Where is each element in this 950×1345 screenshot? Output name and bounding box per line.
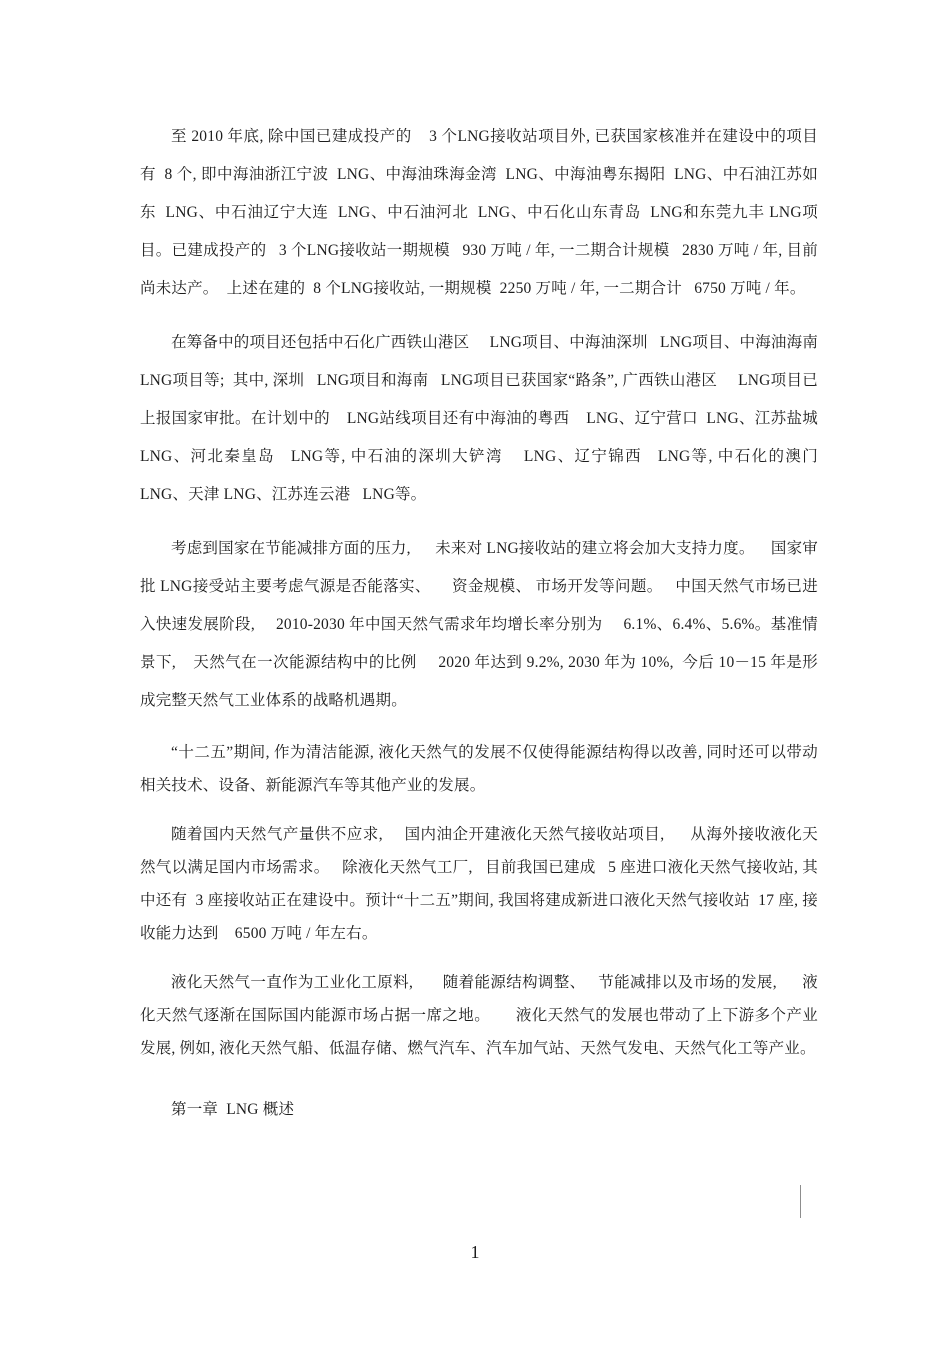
chapter-heading: 第一章 LNG 概述	[171, 1101, 295, 1118]
paragraph-twelfth-five-year-plan: “十二五”期间, 作为清洁能源, 液化天然气的发展不仅使得能源结构得以改善, 同时还可以带动相关技术、设备、新能源汽车等其他产业的发展。	[140, 744, 818, 794]
page-number: 1	[470, 1242, 480, 1262]
document-body	[140, 118, 827, 1126]
paragraph-lng-terminals-built: 至 2010 年底, 除中国已建成投产的 3 个LNG接收站项目外, 已获国家核准并在建设中的项目有 8 个, 即中海油浙江宁波 LNG、中海油珠海金湾 LNG、中海油粤东揭阳 LNG、中石油江苏如东 LNG、中石油辽宁大连 LNG、中石油河北 LNG、中石化山东青岛 LNG和东莞九丰 LNG项目。已建成投产的 3 个LNG接收站一期规模 930 万吨 / 年, 一二期合计规模 2830 万吨 / 年, 目前尚未达产。 上述在建的 8 个LNG接收站, 一期规模 2250 万吨 / 年, 一二期合计 6750 万吨 / 年。	[140, 128, 818, 297]
paragraph-import-terminals: 随着国内天然气产量供不应求, 国内油企开建液化天然气接收站项目, 从海外接收液化天然气以满足国内市场需求。 除液化天然气工厂, 目前我国已建成 5 座进口液化天然气接收站, 其中还有 3 座接收站正在建设中。预计“十二五”期间, 我国将建成新进口液化天然气接收站 17 座, 接收能力达到 6500 万吨 / 年左右。	[140, 826, 818, 942]
paragraph-planned-projects: 在筹备中的项目还包括中石化广西铁山港区 LNG项目、中海油深圳 LNG项目、中海油海南 LNG项目等; 其中, 深圳 LNG项目和海南 LNG项目已获国家“路条”, 广西铁山港区 LNG项目已上报国家审批。在计划中的 LNG站线项目还有中海油的粤西 LNG、辽宁营口 LNG、江苏盐城 LNG、河北秦皇岛 LNG等, 中石油的深圳大铲湾 LNG、辽宁锦西 LNG等, 中石化的澳门 LNG、天津 LNG、江苏连云港 LNG等。	[140, 334, 827, 503]
table-border-fragment	[800, 1185, 801, 1218]
paragraph-industry-chain: 液化天然气一直作为工业化工原料, 随着能源结构调整、 节能减排以及市场的发展, 液化天然气逐渐在国际国内能源市场占据一席之地。 液化天然气的发展也带动了上下游多个产业发展, 例如, 液化天然气船、低温存储、燃气汽车、汽车加气站、天然气发电、天然气化工等产业。	[140, 974, 818, 1057]
paragraph-policy-support: 考虑到国家在节能减排方面的压力, 未来对 LNG接收站的建立将会加大支持力度。 国家审批 LNG接受站主要考虑气源是否能落实、 资金规模、 市场开发等问题。 中国天然气市场已进入快速发展阶段, 2010-2030 年中国天然气需求年均增长率分别为 6.1%、6.4%、5.6%。基准情景下, 天然气在一次能源结构中的比例 2020 年达到 9.2%, 2030 年为 10%, 今后 10－15 年是形成完整天然气工业体系的战略机遇期。	[140, 540, 818, 709]
